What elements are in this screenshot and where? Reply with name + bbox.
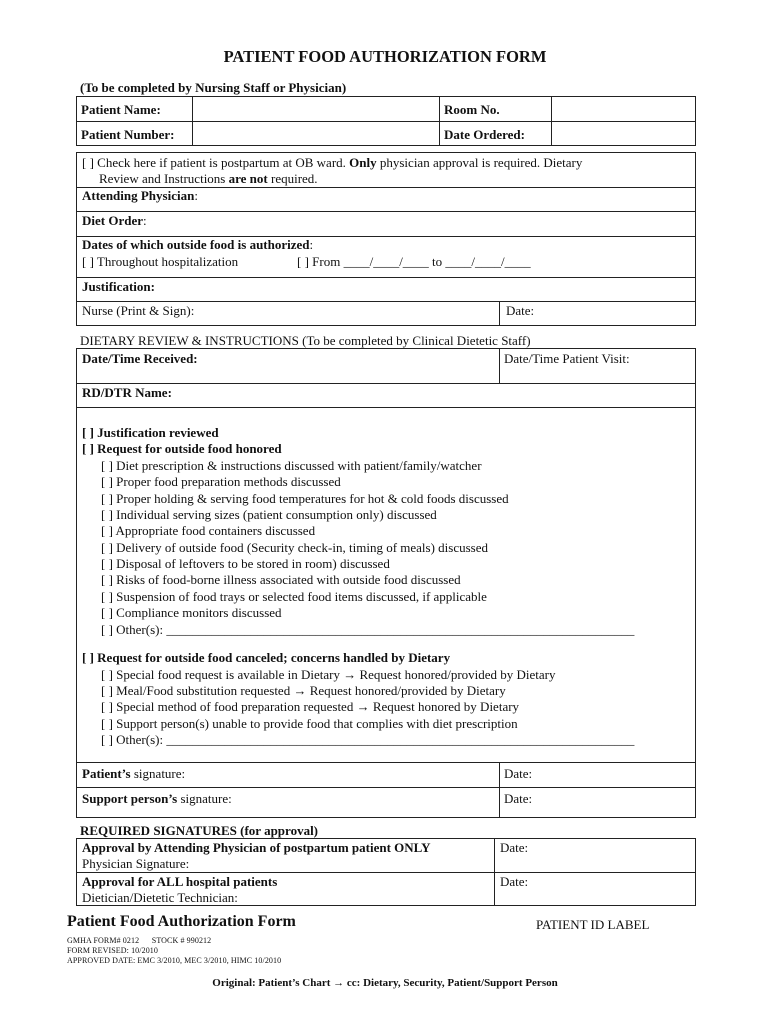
honored-item-suspension[interactable]: [ ] Suspension of food trays or selected food items discussed, if applicable [101, 589, 487, 604]
canceled-item-special-request[interactable]: [ ] Special food request is available in Dietary → Request honored/provided by Dietary [101, 666, 556, 682]
patient-signature-date-label[interactable]: Date: [504, 766, 533, 781]
date-time-received-label[interactable]: Date/Time Received: [82, 351, 198, 366]
date-time-visit-label[interactable]: Date/Time Patient Visit: [504, 351, 630, 366]
patient-name-field[interactable] [193, 98, 438, 120]
nurse-signature-label[interactable]: Nurse (Print & Sign): [82, 303, 195, 318]
form-number: GMHA FORM# 0212 STOCK # 990212 [67, 936, 212, 945]
date-ordered-field[interactable] [552, 122, 692, 144]
patient-signature-label[interactable]: Patient’s signature: [82, 766, 186, 781]
canceled-item-preparation[interactable]: [ ] Special method of food preparation requested → Request honored by Dietary [101, 699, 520, 714]
honored-item-preparation[interactable]: [ ] Proper food preparation methods discussed [101, 474, 341, 489]
honored-item-other[interactable]: [ ] Other(s): ________________________________________________________________________ [101, 621, 635, 637]
approved-date: APPROVED DATE: EMC 3/2010, MEC 3/2010, HIMC 10/2010 [67, 956, 282, 965]
dietary-review-box [76, 348, 696, 818]
justification-reviewed-checkbox[interactable]: [ ] Justification reviewed [82, 425, 219, 440]
canceled-item-support-person[interactable]: [ ] Support person(s) unable to provide food that complies with diet prescription [101, 715, 518, 731]
date-range-checkbox[interactable]: [ ] From ____/____/____ to ____/____/____ [297, 254, 531, 269]
request-honored-checkbox[interactable]: [ ] Request for outside food honored [82, 441, 282, 456]
nurse-date-label[interactable]: Date: [506, 303, 535, 318]
approval-physician-label: Approval by Attending Physician of postpartum patient ONLY [82, 840, 431, 855]
throughout-hospitalization-checkbox[interactable]: [ ] Throughout hospitalization [82, 254, 239, 269]
request-canceled-checkbox[interactable]: [ ] Request for outside food canceled; concerns handled by Dietary [82, 650, 451, 665]
dates-authorized-label: Dates of which outside food is authorized: [82, 237, 314, 252]
patient-name-label: Patient Name: [81, 102, 161, 117]
distribution-note: Original: Patient’s Chart → cc: Dietary, Security, Patient/Support Person [212, 977, 558, 989]
postpartum-note-line2: Review and Instructions are not required. [99, 171, 318, 186]
signatures-section-heading: REQUIRED SIGNATURES (for approval) [80, 823, 319, 838]
page-title: PATIENT FOOD AUTHORIZATION FORM [223, 47, 547, 66]
honored-item-delivery[interactable]: [ ] Delivery of outside food (Security check-in, timing of meals) discussed [101, 539, 489, 555]
attending-physician-label[interactable]: Attending Physician: [82, 188, 198, 203]
signatures-box [76, 838, 696, 906]
patient-number-field[interactable] [193, 122, 438, 144]
physician-signature-label[interactable]: Physician Signature: [82, 856, 190, 871]
support-person-signature-label[interactable]: Support person’s signature: [82, 791, 232, 806]
footer-form-title: Patient Food Authorization Form [67, 913, 296, 930]
rd-dtr-name-label[interactable]: RD/DTR Name: [82, 385, 172, 400]
date-ordered-label: Date Ordered: [444, 127, 525, 142]
honored-item-diet-prescription[interactable]: [ ] Diet prescription & instructions discussed with patient/family/watcher [101, 458, 482, 473]
canceled-item-other[interactable]: [ ] Other(s): ________________________________________________________________________ [101, 732, 635, 747]
honored-item-containers[interactable]: [ ] Appropriate food containers discussed [101, 523, 316, 538]
honored-item-disposal[interactable]: [ ] Disposal of leftovers to be stored in room) discussed [101, 556, 390, 571]
order-details-box [76, 152, 696, 326]
dietary-section-heading: DIETARY REVIEW & INSTRUCTIONS (To be completed by Clinical Dietetic Staff) [80, 333, 531, 348]
diet-order-label[interactable]: Diet Order: [82, 213, 147, 228]
dietician-signature-date-label[interactable]: Date: [500, 874, 529, 889]
honored-item-compliance[interactable]: [ ] Compliance monitors discussed [101, 605, 282, 620]
postpartum-checkbox[interactable]: [ ] Check here if patient is postpartum at OB ward. Only physician approval is required. Dietary [82, 155, 583, 170]
canceled-item-substitution[interactable]: [ ] Meal/Food substitution requested → Request honored/provided by Dietary [101, 683, 506, 698]
patient-id-label: PATIENT ID LABEL [536, 917, 650, 932]
room-no-label: Room No. [444, 102, 500, 117]
honored-item-serving-sizes[interactable]: [ ] Individual serving sizes (patient consumption only) discussed [101, 507, 437, 522]
physician-signature-date-label[interactable]: Date: [500, 840, 529, 855]
justification-label[interactable]: Justification: [82, 279, 155, 294]
patient-info-table [76, 96, 696, 146]
honored-item-risks[interactable]: [ ] Risks of food-borne illness associated with outside food discussed [101, 572, 461, 587]
form-revised: FORM REVISED: 10/2010 [67, 946, 158, 955]
dietician-signature-label[interactable]: Dietician/Dietetic Technician: [82, 890, 238, 905]
approval-all-label: Approval for ALL hospital patients [82, 874, 278, 889]
support-person-date-label[interactable]: Date: [504, 791, 533, 806]
room-no-field[interactable] [552, 98, 692, 120]
honored-item-holding-serving[interactable]: [ ] Proper holding & serving food temperatures for hot & cold foods discussed [101, 490, 509, 506]
patient-number-label: Patient Number: [81, 127, 175, 142]
nursing-section-heading: (To be completed by Nursing Staff or Physician) [80, 80, 347, 95]
